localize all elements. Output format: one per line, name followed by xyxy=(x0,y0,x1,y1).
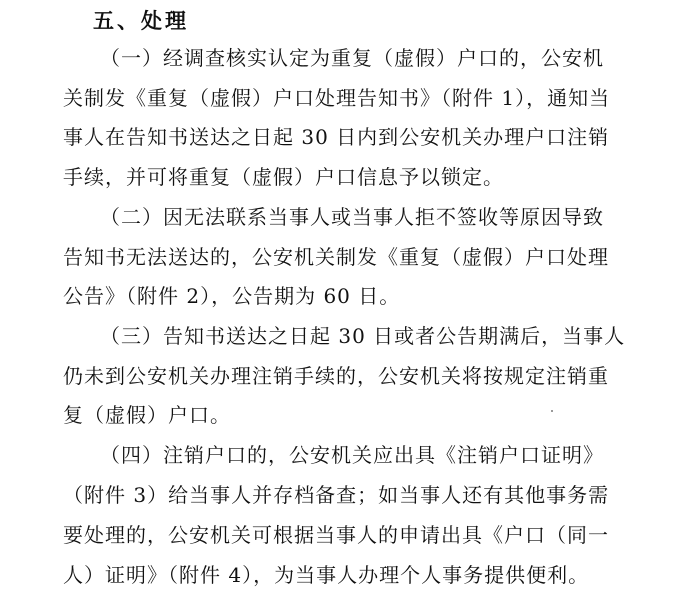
paragraph-2-line-1: （二）因无法联系当事人或当事人拒不签收等原因导致 xyxy=(100,205,604,229)
paragraph-3-line-3: 复（虚假）户口。 xyxy=(63,403,231,427)
paragraph-4-line-2: （附件 3）给当事人并存档备查；如当事人还有其他事务需 xyxy=(63,483,610,507)
paragraph-3-line-1: （三）告知书送达之日起 30 日或者公告期满后，当事人 xyxy=(100,324,626,348)
paragraph-2-line-2: 告知书无法送达的，公安机关制发《重复（虚假）户口处理 xyxy=(63,245,609,269)
paragraph-1-line-4: 手续，并可将重复（虚假）户口信息予以锁定。 xyxy=(63,165,504,189)
section-heading: 五、处理 xyxy=(93,9,189,33)
paragraph-4-line-4: 人）证明》（附件 4），为当事人办理个人事务提供便利。 xyxy=(63,563,590,587)
paragraph-4-line-3: 要处理的，公安机关可根据当事人的申请出具《户口（同一 xyxy=(63,523,609,547)
paragraph-1-line-2: 关制发《重复（虚假）户口处理告知书》（附件 1），通知当 xyxy=(63,86,611,110)
paragraph-4-line-1: （四）注销户口的，公安机关应出具《注销户口证明》 xyxy=(100,443,604,467)
paragraph-2-line-3: 公告》（附件 2），公告期为 60 日。 xyxy=(63,284,401,308)
paragraph-1-line-3: 事人在告知书送达之日起 30 日内到公安机关办理户口注销 xyxy=(63,125,610,149)
paragraph-3-line-2: 仍未到公安机关办理注销手续的，公安机关将按规定注销重 xyxy=(63,364,609,388)
scan-speck xyxy=(551,410,553,412)
paragraph-1-line-1: （一）经调查核实认定为重复（虚假）户口的，公安机 xyxy=(100,46,604,70)
